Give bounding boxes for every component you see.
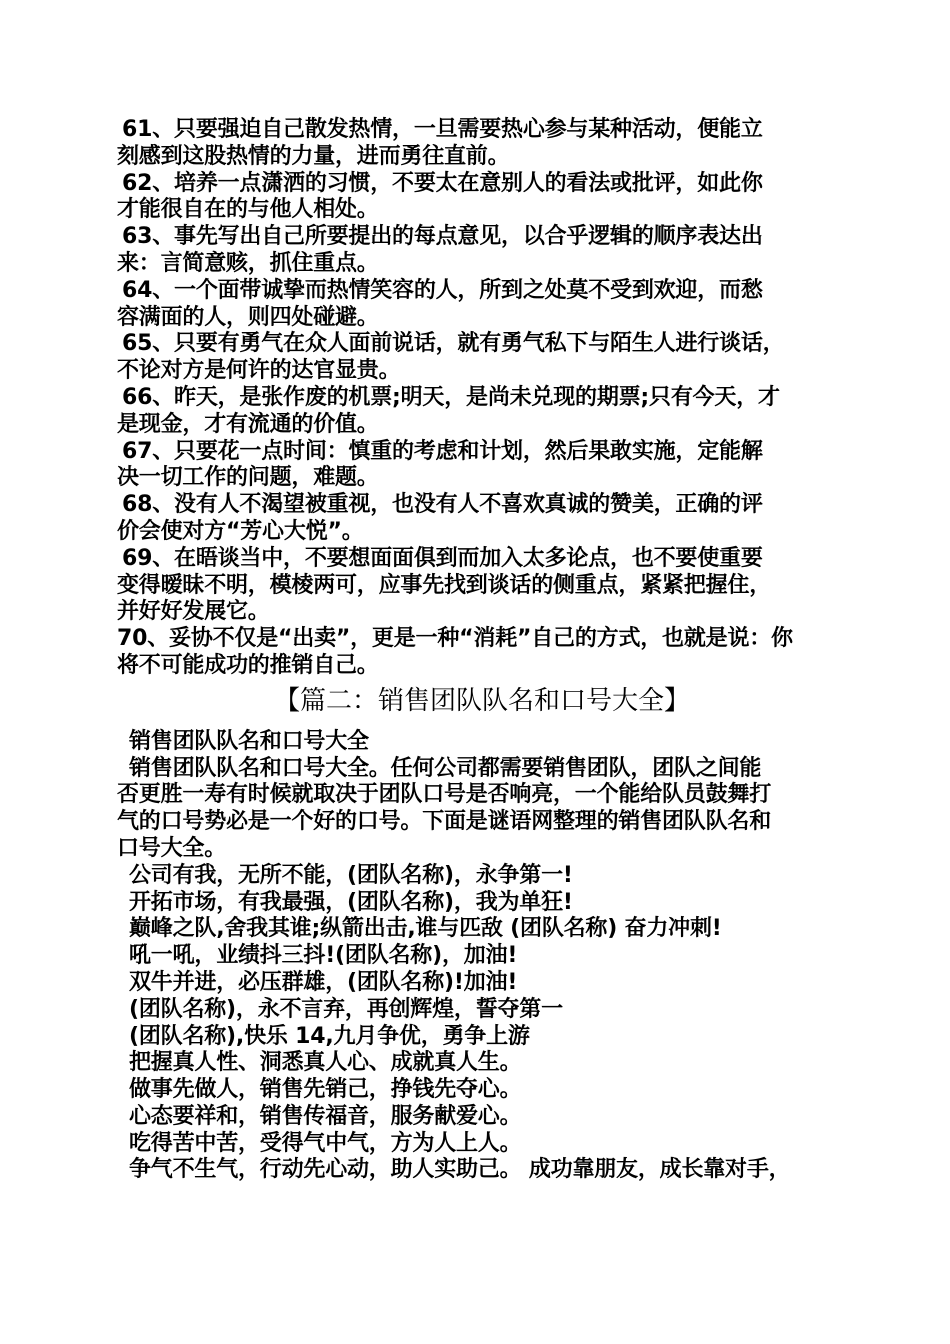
text-line: 65、只要有勇气在众人面前说话，就有勇气私下与陌生人进行谈话，	[122, 331, 785, 357]
text-line: 销售团队队名和口号大全。任何公司都需要销售团队，团队之间能	[129, 755, 762, 781]
text-line: 68、没有人不渴望被重视，也没有人不喜欢真诚的赞美，正确的评	[122, 492, 763, 518]
text-line: 66、昨天，是张作废的机票;明天，是尚未兑现的期票;只有今天，才	[122, 384, 780, 410]
slogan-line: 吼一吼，业绩抖三抖!(团队名称)，加油!	[129, 943, 518, 969]
text-line: 69、在晤谈当中，不要想面面俱到而加入太多论点，也不要使重要	[122, 545, 763, 571]
text-line: 将不可能成功的推销自己。	[117, 652, 379, 678]
slogan-line: (团队名称),快乐 14,九月争优，勇争上游	[129, 1023, 530, 1049]
slogan-line: (团队名称)，永不言弃，再创辉煌，誓夺第一	[129, 996, 563, 1022]
text-line: 决一切工作的问题，难题。	[117, 465, 379, 491]
text-line: 是现金，才有流通的价值。	[117, 411, 379, 437]
text-line: 并好好发展它。	[117, 599, 270, 625]
slogan-line: 双牛并进，必压群雄，(团队名称)!加油!	[129, 969, 518, 995]
slogan-line: 心态要祥和，销售传福音，服务献爱心。	[129, 1103, 522, 1129]
text-line: 不论对方是何许的达官显贵。	[117, 358, 401, 384]
slogan-line: 巅峰之队,舍我其谁;纵箭出击,谁与匹敌 (团队名称) 奋力冲刺!	[129, 916, 722, 942]
text-line: 口号大全。	[117, 835, 227, 861]
text-line: 容满面的人，则四处碰避。	[117, 304, 379, 330]
slogan-line: 把握真人性、洞悉真人心、成就真人生。	[129, 1050, 522, 1076]
text-line: 63、事先写出自己所要提出的每点意见，以合乎逻辑的顺序表达出	[122, 224, 763, 250]
slogan-line: 吃得苦中苦，受得气中气，方为人上人。	[129, 1130, 522, 1156]
text-line: 来：言简意赅，抓住重点。	[117, 250, 379, 276]
text-line: 70、妥协不仅是“出卖”，更是一种“消耗”自己的方式，也就是说：你	[117, 626, 793, 652]
article-title: 销售团队队名和口号大全	[129, 728, 369, 754]
section-heading: 【篇二：销售团队队名和口号大全】	[273, 685, 690, 716]
slogan-line: 开拓市场，有我最强，(团队名称)，我为单狂!	[129, 889, 573, 915]
text-line: 62、培养一点潇洒的习惯，不要太在意别人的看法或批评，如此你	[122, 170, 763, 196]
slogan-line: 公司有我，无所不能，(团队名称)，永争第一!	[129, 862, 573, 888]
text-line: 61、只要强迫自己散发热情，一旦需要热心参与某种活动，便能立	[122, 117, 763, 142]
text-line: 否更胜一寿有时候就取决于团队口号是否响亮，一个能给队员鼓舞打	[117, 782, 772, 808]
text-line: 刻感到这股热情的力量，进而勇往直前。	[117, 143, 510, 169]
text-line: 变得暧昧不明，模棱两可，应事先找到谈话的侧重点，紧紧把握住，	[117, 572, 772, 598]
text-line: 67、只要花一点时间：慎重的考虑和计划，然后果敢实施，定能解	[122, 438, 763, 464]
slogan-line: 争气不生气，行动先心动，助人实助己。 成功靠朋友，成长靠对手，	[129, 1157, 791, 1183]
slogan-line: 做事先做人，销售先销己，挣钱先夺心。	[129, 1077, 522, 1103]
text-line: 64、一个面带诚挚而热情笑容的人，所到之处莫不受到欢迎，而愁	[122, 277, 763, 303]
text-line: 才能很自在的与他人相处。	[117, 197, 379, 223]
text-line: 价会使对方“芳心大悦”。	[117, 518, 364, 544]
text-line: 气的口号势必是一个好的口号。下面是谜语网整理的销售团队队名和	[117, 809, 772, 835]
document-body	[117, 117, 835, 1184]
